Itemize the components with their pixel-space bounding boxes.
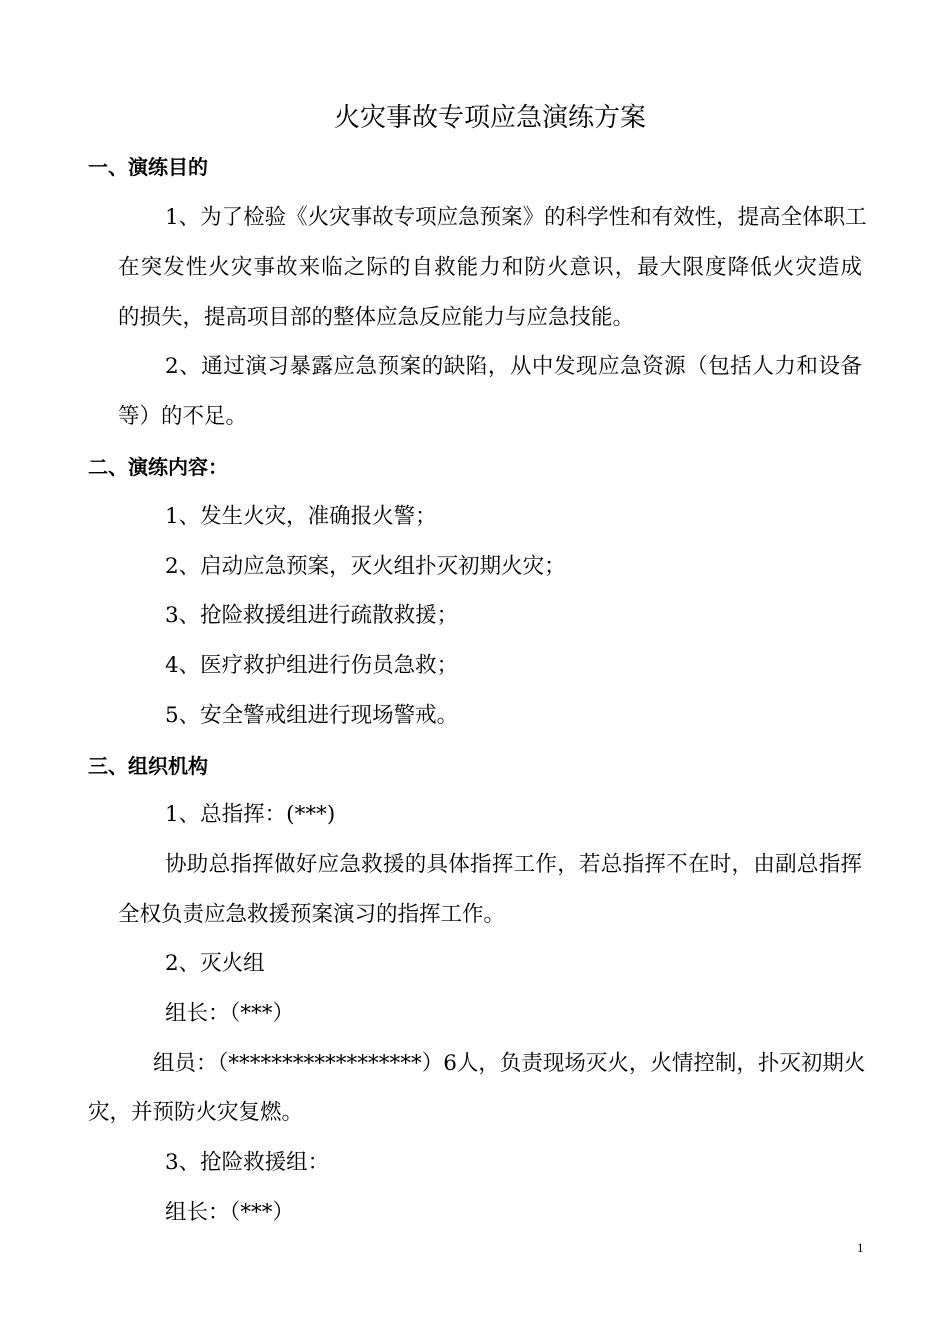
list-item: 1、发生火灾，准确报火警； bbox=[165, 504, 437, 529]
list-item: 2、启动应急预案，灭火组扑灭初期火灾； bbox=[165, 554, 566, 579]
document-title: 火灾事故专项应急演练方案 bbox=[333, 103, 646, 133]
paragraph-line: 全权负责应急救援预案演习的指挥工作。 bbox=[118, 902, 506, 927]
paragraph-line: 在突发性火灾事故来临之际的自救能力和防火意识，最大限度降低火灾造成 bbox=[118, 255, 862, 280]
list-item: 3、抢险救援组进行疏散救援； bbox=[165, 603, 459, 628]
page-number: 1 bbox=[857, 1240, 864, 1255]
paragraph-line: 的损失，提高项目部的整体应急反应能力与应急技能。 bbox=[118, 305, 635, 330]
paragraph-line: 1、为了检验《火灾事故专项应急预案》的科学性和有效性，提高全体职工 bbox=[165, 205, 867, 230]
paragraph-line: 2、灭火组 bbox=[165, 951, 265, 976]
section-heading-content: 二、演练内容： bbox=[88, 455, 228, 479]
paragraph-line: 组长：（***） bbox=[165, 1200, 295, 1225]
section-heading-purpose: 一、演练目的 bbox=[88, 155, 208, 179]
paragraph-line: 2、通过演习暴露应急预案的缺陷，从中发现应急资源（包括人力和设备 bbox=[165, 354, 862, 379]
paragraph-line: 3、抢险救援组： bbox=[165, 1150, 330, 1175]
paragraph-line: 协助总指挥做好应急救援的具体指挥工作，若总指挥不在时，由副总指挥 bbox=[165, 852, 862, 877]
section-heading-organization: 三、组织机构 bbox=[88, 754, 208, 778]
paragraph-line: 等）的不足。 bbox=[118, 404, 248, 429]
paragraph-line: 组员：（******************）6人，负责现场灭火，火情控制，扑灭初期火 bbox=[153, 1051, 866, 1076]
paragraph-line: 组长：（***） bbox=[165, 1001, 295, 1026]
list-item: 4、医疗救护组进行伤员急救； bbox=[165, 653, 459, 678]
list-item: 5、安全警戒组进行现场警戒。 bbox=[165, 703, 459, 728]
paragraph-line: 1、总指挥：(***) bbox=[165, 802, 336, 827]
paragraph-line: 灾，并预防火灾复燃。 bbox=[88, 1100, 304, 1125]
